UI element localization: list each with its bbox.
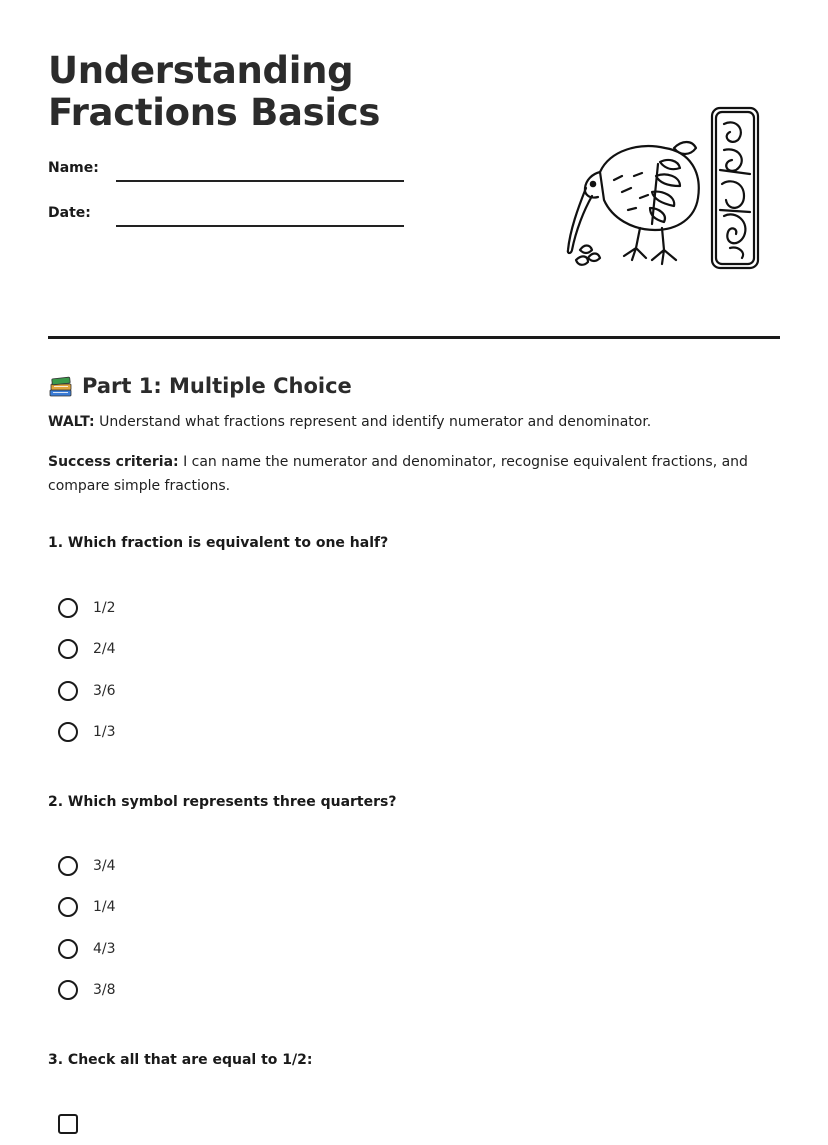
question-1: 1. Which fraction is equivalent to one half? [48, 535, 389, 551]
option-item[interactable] [58, 887, 116, 929]
success-criteria-body: I can name the numerator and denominator, recognise equivalent fractions, and compare simple fractions. [48, 454, 748, 494]
name-input-line[interactable] [116, 180, 404, 182]
radio-button[interactable] [58, 639, 78, 659]
option-item[interactable] [58, 670, 116, 712]
option-item[interactable] [58, 587, 116, 629]
option-item[interactable] [58, 1103, 93, 1145]
question-2-options [58, 845, 116, 1011]
option-label: 1/3 [93, 724, 116, 741]
option-label: 4/3 [93, 940, 116, 957]
walt-label: WALT: [48, 414, 95, 430]
question-1-options [58, 587, 116, 753]
success-criteria-text [48, 450, 778, 498]
option-label: 3/8 [93, 982, 116, 999]
name-field[interactable] [48, 160, 408, 190]
date-input-line[interactable] [116, 225, 404, 227]
option-item[interactable] [58, 970, 116, 1012]
option-item[interactable] [58, 845, 116, 887]
radio-button[interactable] [58, 856, 78, 876]
option-item[interactable] [58, 712, 116, 754]
option-item[interactable] [58, 928, 116, 970]
date-label: Date: [48, 205, 91, 221]
walt-text [48, 410, 778, 434]
title-line-1: Understanding [48, 49, 354, 92]
question-3: 3. Check all that are equal to 1/2: [48, 1052, 313, 1068]
checkbox[interactable] [58, 1114, 78, 1134]
question-2: 2. Which symbol represents three quarters? [48, 794, 397, 810]
radio-button[interactable] [58, 980, 78, 1000]
part-1-heading [48, 373, 352, 399]
option-label: 1/2 [93, 599, 116, 616]
success-criteria-label: Success criteria: [48, 454, 179, 470]
radio-button[interactable] [58, 598, 78, 618]
title-line-2: Fractions Basics [48, 91, 381, 134]
question-3-options [58, 1103, 93, 1145]
option-label: 3/4 [93, 857, 116, 874]
option-label: 2/4 [93, 641, 116, 658]
section-divider [48, 336, 780, 339]
page-title [48, 50, 380, 134]
radio-button[interactable] [58, 681, 78, 701]
radio-button[interactable] [58, 722, 78, 742]
option-label: 3/6 [93, 682, 116, 699]
books-icon [48, 373, 74, 399]
radio-button[interactable] [58, 897, 78, 917]
walt-body: Understand what fractions represent and identify numerator and denominator. [94, 414, 652, 430]
option-label: 1/4 [93, 899, 116, 916]
name-label: Name: [48, 160, 99, 176]
date-field[interactable] [48, 205, 408, 235]
part-1-heading-text: Part 1: Multiple Choice [82, 374, 352, 398]
kiwi-bird-and-carved-pou-icon [540, 100, 760, 272]
radio-button[interactable] [58, 939, 78, 959]
option-item[interactable] [58, 629, 116, 671]
